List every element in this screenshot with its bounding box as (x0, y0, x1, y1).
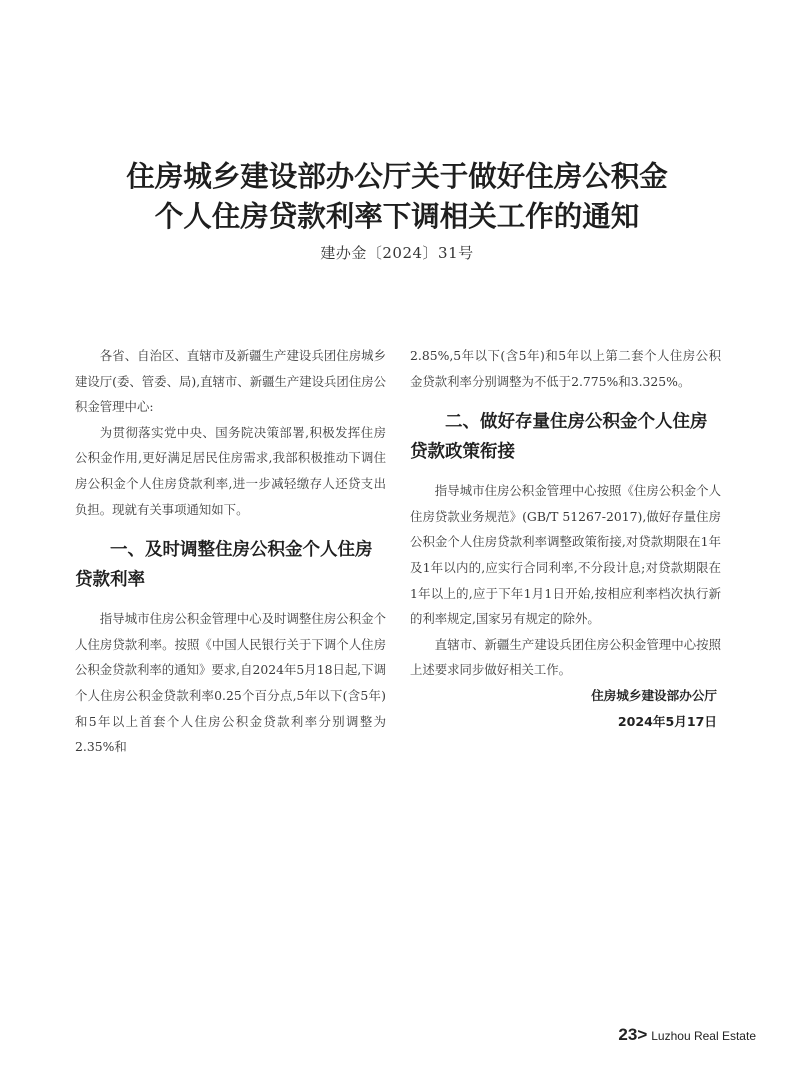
section-1-body: 指导城市住房公积金管理中心及时调整住房公积金个人住房贷款利率。按照《中国人民银行关于下调个人住房公积金贷款利率的通知》要求,自2024年5月18日起,下调个人住房公积金贷款利率0.25个百分点,5年以下(含5年)和5年以上首套个人住房公积金贷款利率分别调整为2.35%和 (75, 611, 386, 755)
title-line-2: 个人住房贷款利率下调相关工作的通知 (154, 199, 640, 233)
intro-paragraph: 为贯彻落实党中央、国务院决策部署,积极发挥住房公积金作用,更好满足居民住房需求,我部积极推动下调住房公积金个人住房贷款利率,进一步减轻缴存人还贷支出负担。现就有关事项通知如下。 (75, 424, 386, 517)
signature: 住房城乡建设部办公厅 (591, 687, 717, 703)
document-number: 建办金〔2024〕31号 (320, 244, 474, 262)
page-number: 23> (618, 1025, 648, 1044)
left-column (75, 343, 386, 760)
addressee: 各省、自治区、直辖市及新疆生产建设兵团住房城乡建设厅(委、管委、局),直辖市、新疆生产建设兵团住房公积金管理中心: (75, 348, 386, 415)
section-1-heading: 一、及时调整住房公积金个人住房贷款利率 (75, 540, 373, 591)
title-line-1: 住房城乡建设部办公厅关于做好住房公积金 (126, 159, 668, 193)
section-2-heading: 二、做好存量住房公积金个人住房贷款政策衔接 (410, 412, 708, 463)
section-2-body: 指导城市住房公积金管理中心按照《住房公积金个人住房贷款业务规范》(GB/T 51267-2017),做好存量住房公积金个人住房贷款利率调整政策衔接,对贷款期限在1年及1年以内的,应实行合同利率,不分段计息;对贷款期限在1年以上的,应于下年1月1日开始,按相应利率档次执行新的利率规定,国家另有规定的除外。 (410, 483, 721, 627)
section-1-body-continued: 2.85%,5年以下(含5年)和5年以上第二套个人住房公积金贷款利率分别调整为不低于2.775%和3.325%。 (410, 348, 721, 389)
signature-date: 2024年5月17日 (617, 713, 717, 729)
right-column (410, 343, 721, 734)
closing-paragraph: 直辖市、新疆生产建设兵团住房公积金管理中心按照上述要求同步做好相关工作。 (410, 636, 721, 678)
page-footer (618, 1025, 756, 1045)
publication-name: Luzhou Real Estate (651, 1029, 756, 1043)
